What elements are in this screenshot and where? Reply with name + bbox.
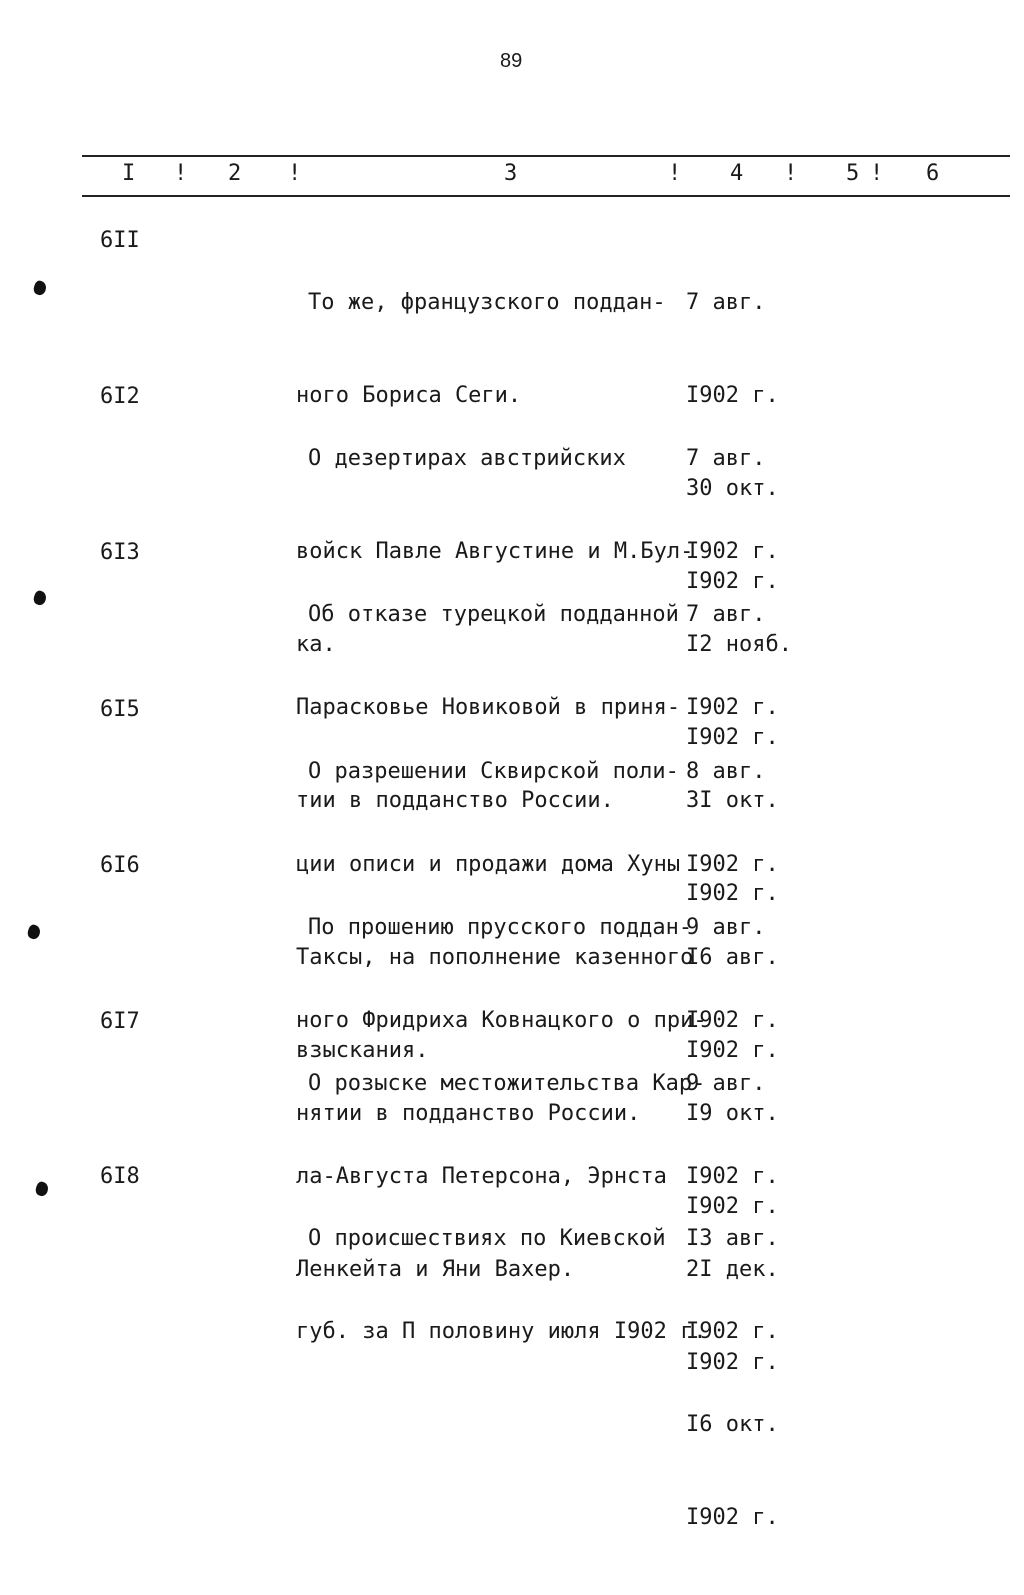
description-line: ного Бориса Сеги. — [296, 383, 522, 408]
case-number: 6I6 — [100, 853, 140, 878]
case-dates — [686, 1161, 779, 1595]
case-number: 6I3 — [100, 540, 140, 565]
end-year: I902 г. — [686, 1505, 779, 1530]
start-day: 7 авг. — [686, 602, 766, 627]
header-col-3: 3 — [504, 161, 518, 186]
start-year: I902 г. — [686, 539, 779, 564]
end-year: I902 г. — [686, 1194, 779, 1219]
description-line: тии в подданство России. — [296, 788, 614, 813]
start-day: I3 авг. — [686, 1226, 779, 1251]
start-day: 9 авг. — [686, 915, 766, 940]
description-line: ции описи и продажи дома Хуны — [296, 852, 681, 877]
start-day: 7 авг. — [686, 446, 766, 471]
header-col-2: 2 — [228, 161, 242, 186]
description-line: ла-Августа Петерсона, Эрнста — [296, 1164, 667, 1189]
start-day: 7 авг. — [686, 290, 766, 315]
end-year: I902 г. — [686, 569, 779, 594]
description-line: О дезертирах австрийских — [308, 446, 626, 471]
case-number: 6I7 — [100, 1009, 140, 1034]
description-line: О розыске местожительства Кар- — [308, 1071, 706, 1096]
table-row — [0, 1161, 1024, 1530]
start-day: 9 авг. — [686, 1071, 766, 1096]
description-line: Об отказе турецкой подданной — [308, 602, 679, 627]
case-number: 6II — [100, 228, 140, 253]
description-line: То же, французского поддан- — [308, 290, 666, 315]
description-line: ного Фридриха Ковнацкого о при- — [296, 1008, 707, 1033]
header-col-4: 4 — [730, 161, 744, 186]
start-year: I902 г. — [686, 383, 779, 408]
end-day: 30 окт. — [686, 476, 779, 501]
end-year: I902 г. — [686, 725, 779, 750]
description-line: войск Павле Августине и М.Бул- — [296, 539, 694, 564]
end-day: I2 нояб. — [686, 632, 792, 657]
end-year: I902 г. — [686, 1350, 779, 1375]
header-col-5: 5 — [846, 161, 860, 186]
start-year: I902 г. — [686, 1164, 779, 1189]
description-line: О разрешении Сквирской поли- — [308, 759, 679, 784]
end-day: 2I дек. — [686, 1257, 779, 1282]
header-col-6: 6 — [926, 161, 940, 186]
description-line: Парасковье Новиковой в приня- — [296, 695, 681, 720]
description-line: губ. за П половину июля I902 г. — [296, 1319, 707, 1344]
start-year: I902 г. — [686, 1008, 779, 1033]
description-line: ка. — [296, 632, 336, 657]
start-year: I902 г. — [686, 695, 779, 720]
case-description — [296, 1161, 707, 1409]
case-number: 6I2 — [100, 384, 140, 409]
end-day: 3I окт. — [686, 788, 779, 813]
description-line: нятии в подданство России. — [296, 1101, 641, 1126]
start-day: 8 авг. — [686, 759, 766, 784]
header-col-1: I — [122, 161, 136, 186]
end-day: I6 окт. — [686, 1412, 779, 1437]
header-separator: ! — [668, 161, 682, 186]
case-number: 6I8 — [100, 1164, 140, 1189]
end-year: I902 г. — [686, 881, 779, 906]
page-number: 89 — [500, 50, 523, 72]
header-separator: ! — [174, 161, 188, 186]
header-separator: ! — [870, 161, 884, 186]
end-year: I902 г. — [686, 1038, 779, 1063]
case-number: 6I5 — [100, 697, 140, 722]
header-top-rule — [82, 155, 1010, 157]
description-line: О происшествиях по Киевской — [308, 1226, 666, 1251]
description-line: Таксы, на пополнение казенного — [296, 945, 694, 970]
start-year: I902 г. — [686, 852, 779, 877]
end-day: I6 авг. — [686, 945, 779, 970]
header-separator: ! — [784, 161, 798, 186]
description-line: взыскания. — [296, 1038, 429, 1063]
header-bottom-rule — [82, 195, 1010, 197]
start-year: I902 г. — [686, 1319, 779, 1344]
description-line: Ленкейта и Яни Вахер. — [296, 1257, 575, 1282]
header-separator: ! — [288, 161, 302, 186]
description-line: По прошению прусского поддан- — [308, 915, 693, 940]
end-day: I9 окт. — [686, 1101, 779, 1126]
